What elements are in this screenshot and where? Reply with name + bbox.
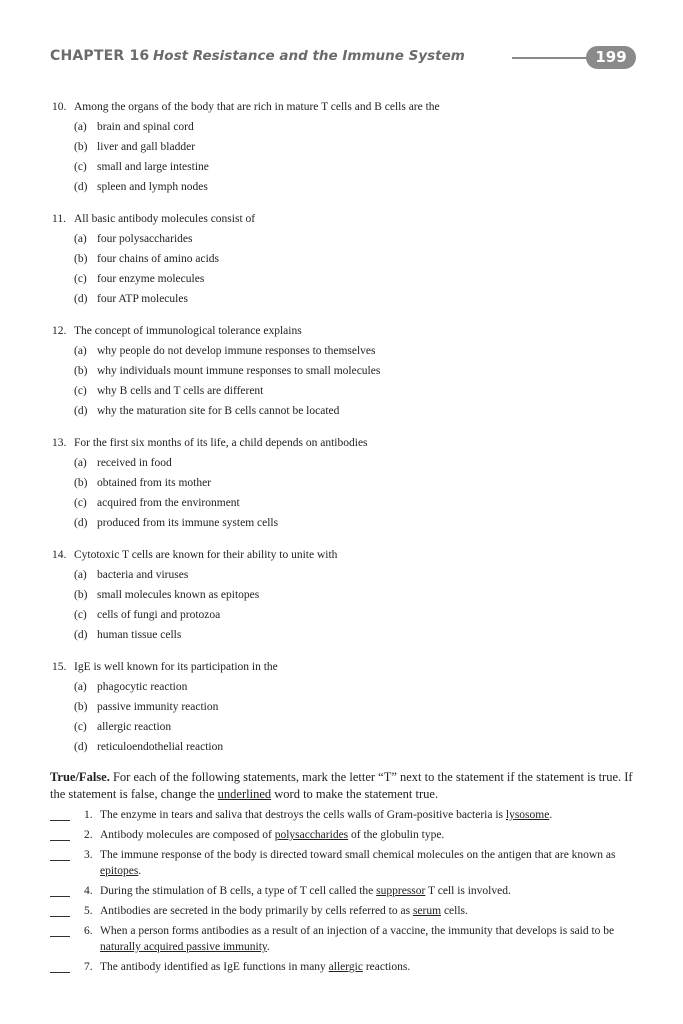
true-false-item bbox=[50, 903, 640, 919]
question-stem bbox=[52, 209, 642, 229]
option-text: why individuals mount immune responses to small molecules bbox=[97, 365, 381, 377]
option-text: produced from its immune system cells bbox=[97, 517, 279, 529]
statement-text-end: cells. bbox=[443, 905, 468, 917]
answer-blank[interactable] bbox=[50, 860, 70, 861]
answer-option bbox=[52, 137, 642, 157]
question-stem bbox=[52, 321, 642, 341]
question-item bbox=[52, 657, 642, 757]
underlined-term: naturally acquired passive immunity bbox=[100, 941, 267, 953]
answer-blank[interactable] bbox=[50, 972, 70, 973]
statement-number: 3. bbox=[84, 849, 93, 861]
underlined-term: epitopes bbox=[100, 865, 139, 877]
true-false-item bbox=[50, 827, 640, 843]
option-text: reticuloendothelial reaction bbox=[97, 741, 224, 753]
question-item bbox=[52, 545, 642, 645]
question-text: All basic antibody molecules consist of bbox=[74, 213, 256, 225]
answer-blank[interactable] bbox=[50, 936, 70, 937]
true-false-item bbox=[50, 847, 640, 879]
statement-text: During the stimulation of B cells, a type of T cell called the bbox=[100, 885, 374, 897]
statement-text: The immune response of the body is directed toward small chemical molecules on the antigen that are known as bbox=[100, 849, 616, 861]
option-letter: (a) bbox=[74, 345, 87, 357]
true-false-section bbox=[50, 769, 640, 979]
statement-text-end: of the globulin type. bbox=[351, 829, 445, 841]
answer-option bbox=[52, 157, 642, 177]
option-text: why people do not develop immune responses to themselves bbox=[97, 345, 376, 357]
page-number-badge: 199 bbox=[586, 46, 636, 69]
option-letter: (a) bbox=[74, 233, 87, 245]
question-number: 14. bbox=[52, 549, 67, 561]
true-false-item bbox=[50, 959, 640, 975]
answer-option bbox=[52, 229, 642, 249]
true-false-instructions bbox=[50, 769, 640, 803]
underlined-term: lysosome bbox=[505, 809, 550, 821]
question-item bbox=[52, 209, 642, 309]
answer-option bbox=[52, 269, 642, 289]
answer-blank[interactable] bbox=[50, 840, 70, 841]
option-text: phagocytic reaction bbox=[97, 681, 188, 693]
question-item bbox=[52, 433, 642, 533]
question-text: The concept of immunological tolerance explains bbox=[74, 325, 302, 337]
question-number: 11. bbox=[52, 213, 66, 225]
statement-number: 4. bbox=[84, 885, 93, 897]
statement-number: 1. bbox=[84, 809, 93, 821]
question-text: For the first six months of its life, a child depends on antibodies bbox=[74, 437, 368, 449]
option-letter: (d) bbox=[74, 181, 88, 193]
option-text: why B cells and T cells are different bbox=[97, 385, 264, 397]
statement-number: 6. bbox=[84, 925, 93, 937]
option-letter: (d) bbox=[74, 405, 88, 417]
answer-option bbox=[52, 697, 642, 717]
option-text: small molecules known as epitopes bbox=[97, 589, 260, 601]
page-header bbox=[50, 45, 638, 71]
option-text: four enzyme molecules bbox=[97, 273, 205, 285]
answer-option bbox=[52, 473, 642, 493]
question-text: Cytotoxic T cells are known for their ability to unite with bbox=[74, 549, 338, 561]
question-item bbox=[52, 321, 642, 421]
option-letter: (d) bbox=[74, 741, 88, 753]
chapter-label: CHAPTER 16 bbox=[50, 48, 150, 64]
option-letter: (b) bbox=[74, 477, 88, 489]
underlined-term: serum bbox=[412, 905, 442, 917]
option-text: acquired from the environment bbox=[97, 497, 240, 509]
answer-option bbox=[52, 289, 642, 309]
option-letter: (a) bbox=[74, 681, 87, 693]
option-text: obtained from its mother bbox=[97, 477, 212, 489]
header-rule bbox=[512, 57, 592, 59]
option-text: cells of fungi and protozoa bbox=[97, 609, 221, 621]
answer-option bbox=[52, 249, 642, 269]
statement-text-end: . bbox=[549, 809, 553, 821]
question-stem bbox=[52, 545, 642, 565]
option-text: liver and gall bladder bbox=[97, 141, 196, 153]
option-letter: (c) bbox=[74, 273, 87, 285]
option-letter: (b) bbox=[74, 589, 88, 601]
statement-text-end: . bbox=[138, 865, 142, 877]
true-false-heading: True/False. bbox=[50, 770, 110, 784]
instructions-text: For each of the following statements, mark the letter “T” next to the statement if the statement is true. If the statement is false, change the bbox=[50, 770, 633, 801]
true-false-item bbox=[50, 923, 640, 955]
answer-option bbox=[52, 381, 642, 401]
option-letter: (b) bbox=[74, 701, 88, 713]
question-number: 15. bbox=[52, 661, 67, 673]
instructions-underlined-word: underlined bbox=[217, 787, 272, 801]
option-text: why the maturation site for B cells cannot be located bbox=[97, 405, 340, 417]
answer-option bbox=[52, 401, 642, 421]
answer-option bbox=[52, 585, 642, 605]
question-number: 12. bbox=[52, 325, 67, 337]
option-text: brain and spinal cord bbox=[97, 121, 194, 133]
answer-option bbox=[52, 513, 642, 533]
chapter-title: Host Resistance and the Immune System bbox=[153, 48, 465, 64]
statement-number: 7. bbox=[84, 961, 93, 973]
option-letter: (c) bbox=[74, 609, 87, 621]
option-text: spleen and lymph nodes bbox=[97, 181, 208, 193]
option-text: bacteria and viruses bbox=[97, 569, 189, 581]
option-text: passive immunity reaction bbox=[97, 701, 219, 713]
statement-text-end: reactions. bbox=[365, 961, 411, 973]
answer-option bbox=[52, 605, 642, 625]
answer-blank[interactable] bbox=[50, 896, 70, 897]
answer-blank[interactable] bbox=[50, 916, 70, 917]
question-number: 13. bbox=[52, 437, 67, 449]
option-letter: (d) bbox=[74, 517, 88, 529]
question-text: IgE is well known for its participation in the bbox=[74, 661, 278, 673]
statement-text: The enzyme in tears and saliva that destroys the cells walls of Gram-positive bacteria is bbox=[100, 809, 504, 821]
statement-text: The antibody identified as IgE functions in many bbox=[100, 961, 326, 973]
question-stem bbox=[52, 657, 642, 677]
option-letter: (a) bbox=[74, 121, 87, 133]
option-letter: (b) bbox=[74, 141, 88, 153]
question-number: 10. bbox=[52, 101, 67, 113]
statement-text-end: T cell is involved. bbox=[428, 885, 511, 897]
statement-number: 2. bbox=[84, 829, 93, 841]
statement-text-end: . bbox=[266, 941, 270, 953]
true-false-item bbox=[50, 883, 640, 899]
underlined-term: polysaccharides bbox=[274, 829, 349, 841]
option-text: allergic reaction bbox=[97, 721, 172, 733]
answer-option bbox=[52, 625, 642, 645]
answer-option bbox=[52, 677, 642, 697]
answer-option bbox=[52, 341, 642, 361]
question-item bbox=[52, 97, 642, 197]
statement-text: Antibodies are secreted in the body primarily by cells referred to as bbox=[100, 905, 411, 917]
answer-option bbox=[52, 493, 642, 513]
option-letter: (b) bbox=[74, 365, 88, 377]
multiple-choice-questions bbox=[52, 97, 642, 769]
true-false-items bbox=[50, 807, 640, 975]
option-text: small and large intestine bbox=[97, 161, 209, 173]
answer-option bbox=[52, 717, 642, 737]
statement-text: Antibody molecules are composed of bbox=[100, 829, 272, 841]
underlined-term: suppressor bbox=[376, 885, 426, 897]
option-letter: (d) bbox=[74, 293, 88, 305]
option-letter: (d) bbox=[74, 629, 88, 641]
option-text: received in food bbox=[97, 457, 172, 469]
option-letter: (b) bbox=[74, 253, 88, 265]
answer-option bbox=[52, 453, 642, 473]
option-letter: (a) bbox=[74, 569, 87, 581]
option-letter: (c) bbox=[74, 385, 87, 397]
option-text: four chains of amino acids bbox=[97, 253, 219, 265]
statement-text: When a person forms antibodies as a result of an injection of a vaccine, the immunity that develops is said to be bbox=[100, 925, 615, 937]
instructions-text-end: word to make the statement true. bbox=[274, 787, 439, 801]
underlined-term: allergic bbox=[328, 961, 363, 973]
option-letter: (c) bbox=[74, 161, 87, 173]
option-letter: (c) bbox=[74, 721, 87, 733]
question-text: Among the organs of the body that are rich in mature T cells and B cells are the bbox=[74, 101, 440, 113]
answer-option bbox=[52, 565, 642, 585]
answer-option bbox=[52, 737, 642, 757]
option-letter: (a) bbox=[74, 457, 87, 469]
question-stem bbox=[52, 97, 642, 117]
answer-option bbox=[52, 117, 642, 137]
answer-option bbox=[52, 361, 642, 381]
answer-blank[interactable] bbox=[50, 820, 70, 821]
option-text: human tissue cells bbox=[97, 629, 182, 641]
answer-option bbox=[52, 177, 642, 197]
option-text: four ATP molecules bbox=[97, 293, 188, 305]
true-false-item bbox=[50, 807, 640, 823]
statement-number: 5. bbox=[84, 905, 93, 917]
option-letter: (c) bbox=[74, 497, 87, 509]
option-text: four polysaccharides bbox=[97, 233, 193, 245]
question-stem bbox=[52, 433, 642, 453]
